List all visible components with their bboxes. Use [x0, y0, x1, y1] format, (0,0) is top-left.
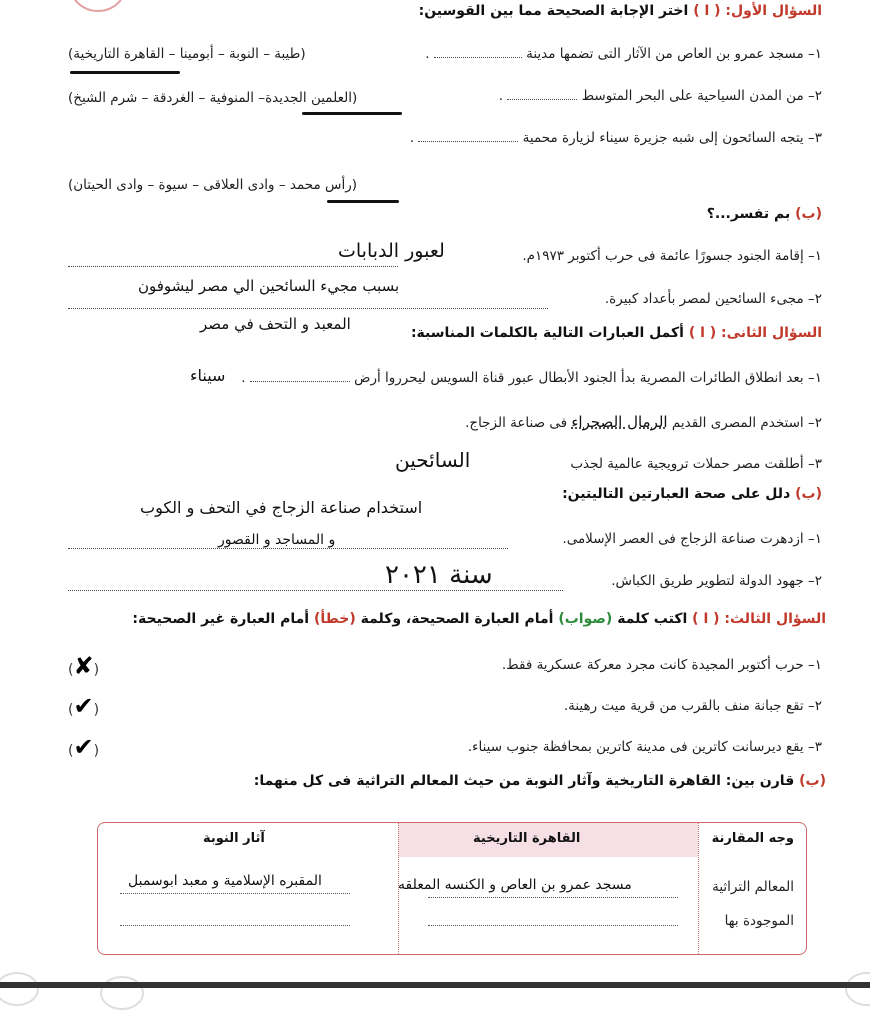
q3-title: السؤال الثالث:	[724, 611, 826, 627]
q2-item-1: ١– بعد انطلاق الطائرات المصرية بدأ الجنود الأبطال عبور قناة السويس ليحرروا أرض .	[241, 370, 822, 386]
answer-blank	[428, 895, 678, 898]
q3-word-wrong: (خطأ)	[313, 611, 356, 627]
q1-item-2-text: ٢– من المدن السياحية على البحر المتوسط	[581, 88, 822, 104]
q2-part-a-label: ( ا )	[688, 325, 717, 341]
answer-underline	[327, 200, 399, 203]
bottom-circle-decoration	[845, 972, 870, 1006]
q2-proof-1-answer: استخدام صناعة الزجاج في التحف و الكوب	[140, 498, 423, 517]
q2-item-2	[465, 413, 822, 431]
q2-part-a-text: أكمل العبارات التالية بالكلمات المناسبة:	[410, 325, 684, 341]
answer-blank	[120, 923, 350, 926]
q1-header	[419, 3, 822, 19]
q1-part-a-label: ( ا )	[693, 3, 721, 19]
q1-item-1: ١– مسجد عمرو بن العاص من الآثار التى تضمها مدينة .	[425, 46, 822, 62]
q2-proof-2	[611, 573, 822, 589]
q2-item-3-answer: السائحين	[395, 448, 471, 472]
q2-item-3	[570, 456, 822, 472]
answer-blank	[120, 891, 350, 894]
q3-item-2	[564, 698, 822, 714]
bottom-circle-decoration	[0, 972, 39, 1006]
q2-proof-1-text: ١– ازدهرت صناعة الزجاج فى العصر الإسلامى.	[562, 531, 822, 547]
cross-icon: ✘	[73, 652, 94, 680]
table-row-label-2: الموجودة بها	[724, 913, 794, 929]
q3-part-b-text: قارن بين: القاهرة التاريخية وآثار النوبة من حيث المعالم التراثية فى كل منهما:	[253, 773, 795, 789]
answer-blank	[428, 923, 678, 926]
q1-item-3: ٣– يتجه السائحون إلى شبه جزيرة سيناء لزيارة محمية .	[409, 130, 822, 146]
q1-explain-1-text: ١– إقامة الجنود جسورًا عائمة فى حرب أكتوبر ١٩٧٣م.	[522, 248, 822, 264]
q2-proof-1	[562, 531, 822, 547]
answer-blank	[434, 47, 522, 58]
q1-explain-2-text: ٢– مجىء السائحين لمصر بأعداد كبيرة.	[604, 291, 822, 307]
q3-part-a-label: ( ا )	[692, 611, 720, 627]
q3-item-1	[502, 657, 822, 673]
answer-blank	[68, 298, 548, 309]
q1-item-2-options: (العلمين الجديدة– المنوفية – الغردقة – شرم الشيخ)	[68, 90, 358, 106]
q1-item-3-options: (رأس محمد – وادى العلاقى – سيوة – وادى الحيتان)	[68, 177, 358, 193]
q2-part-b-text: دلل على صحة العبارتين التاليتين:	[562, 486, 791, 502]
q2-item-2-text-before: ٢– استخدم المصرى القديم	[671, 415, 822, 431]
table-header-aspect: وجه المقارنة	[711, 831, 794, 846]
answer-underline	[70, 71, 180, 74]
q3-part-b-label: (ب)	[799, 773, 826, 789]
q1-title: السؤال الأول:	[725, 3, 822, 19]
q1-item-3-text: ٣– يتجه السائحون إلى شبه جزيرة سيناء لزيارة محمية	[522, 130, 822, 146]
q3-item-3-text: ٣– يقع ديرسانت كاترين فى مدينة كاترين بمحافظة جنوب سيناء.	[467, 739, 822, 755]
page-bottom-edge	[0, 982, 870, 988]
q2-title: السؤال الثانى:	[721, 325, 822, 341]
q1-explain-2	[605, 291, 822, 307]
comparison-table	[97, 822, 807, 955]
q3-part-a-text-3: أمام العبارة غير الصحيحة:	[132, 611, 310, 627]
table-header-nubia: آثار النوبة	[203, 831, 265, 846]
q2-item-2-text-after: فى صناعة الزجاج.	[465, 415, 568, 431]
q2-item-2-answer: الرمال الصحراء	[571, 413, 668, 431]
q2-proof-2-answer: سنة ٢٠٢١	[385, 560, 493, 590]
q2-header	[411, 325, 822, 341]
q3-word-right: (صواب)	[558, 611, 613, 627]
q3-item-2-text: ٢– تقع جبانة منف بالقرب من قرية ميت رهينة.	[563, 698, 822, 714]
q1-part-b-label: (ب)	[795, 206, 822, 222]
answer-blank	[418, 131, 518, 142]
table-row-label-1: المعالم التراثية	[712, 879, 794, 895]
q1-item-1-text: ١– مسجد عمرو بن العاص من الآثار التى تضمها مدينة	[526, 46, 822, 62]
answer-mark-2: (✔)	[68, 692, 100, 720]
q2-proof-1-answer-continued: و المساجد و القصور	[218, 532, 336, 548]
answer-mark-3: (✔)	[68, 733, 100, 761]
q1-part-b-text: بم تفسر...؟	[706, 206, 791, 222]
q2-part-b-label: (ب)	[795, 486, 822, 502]
answer-blank	[507, 89, 577, 100]
q2-part-b-header	[562, 486, 822, 502]
check-icon: ✔	[73, 733, 94, 761]
q3-part-b-header	[254, 773, 826, 789]
q1-part-a-text: اختر الإجابة الصحيحة مما بين القوسين:	[418, 3, 689, 19]
q2-proof-2-text: ٢– جهود الدولة لتطوير طريق الكباش.	[611, 573, 822, 589]
q3-item-1-text: ١– حرب أكتوبر المجيدة كانت مجرد معركة عسكرية فقط.	[501, 657, 822, 673]
q2-item-1-text: ١– بعد انطلاق الطائرات المصرية بدأ الجنود الأبطال عبور قناة السويس ليحرروا أرض	[354, 370, 822, 386]
corner-circle-decoration	[70, 0, 126, 12]
table-cairo-answer: مسجد عمرو بن العاص و الكنسه المعلقه	[398, 877, 632, 893]
table-nubia-answer: المقبره الإسلامية و معبد ابوسمبل	[128, 873, 322, 889]
answer-blank	[250, 371, 350, 382]
q1-item-1-options: (طيبة – النوبة – أبومينا – القاهرة التاريخية)	[68, 46, 306, 62]
q3-header	[132, 611, 826, 627]
q1-explain-2-answer-continued: المعبد و التحف في مصر	[200, 315, 351, 333]
q2-item-1-answer: سيناء	[190, 366, 226, 385]
q2-item-3-text: ٣– أطلقت مصر حملات ترويجية عالمية لجذب	[570, 456, 822, 472]
column-divider	[698, 823, 699, 954]
q1-item-2: ٢– من المدن السياحية على البحر المتوسط .	[498, 88, 822, 104]
answer-underline	[302, 112, 402, 115]
q1-part-b-header	[707, 206, 822, 222]
q3-item-3	[468, 739, 822, 755]
q3-part-a-text-2: أمام العبارة الصحيحة، وكلمة	[360, 611, 554, 627]
q1-explain-1	[522, 248, 822, 264]
q1-explain-2-answer: بسبب مجيء السائحين الي مصر ليشوفون	[138, 277, 400, 295]
check-icon: ✔	[73, 692, 94, 720]
q3-part-a-text-1: اكتب كلمة	[617, 611, 688, 627]
q1-explain-1-answer: لعبور الدبابات	[338, 240, 445, 262]
table-header-cairo: القاهرة التاريخية	[473, 831, 581, 846]
answer-mark-1: (✘)	[68, 652, 100, 680]
